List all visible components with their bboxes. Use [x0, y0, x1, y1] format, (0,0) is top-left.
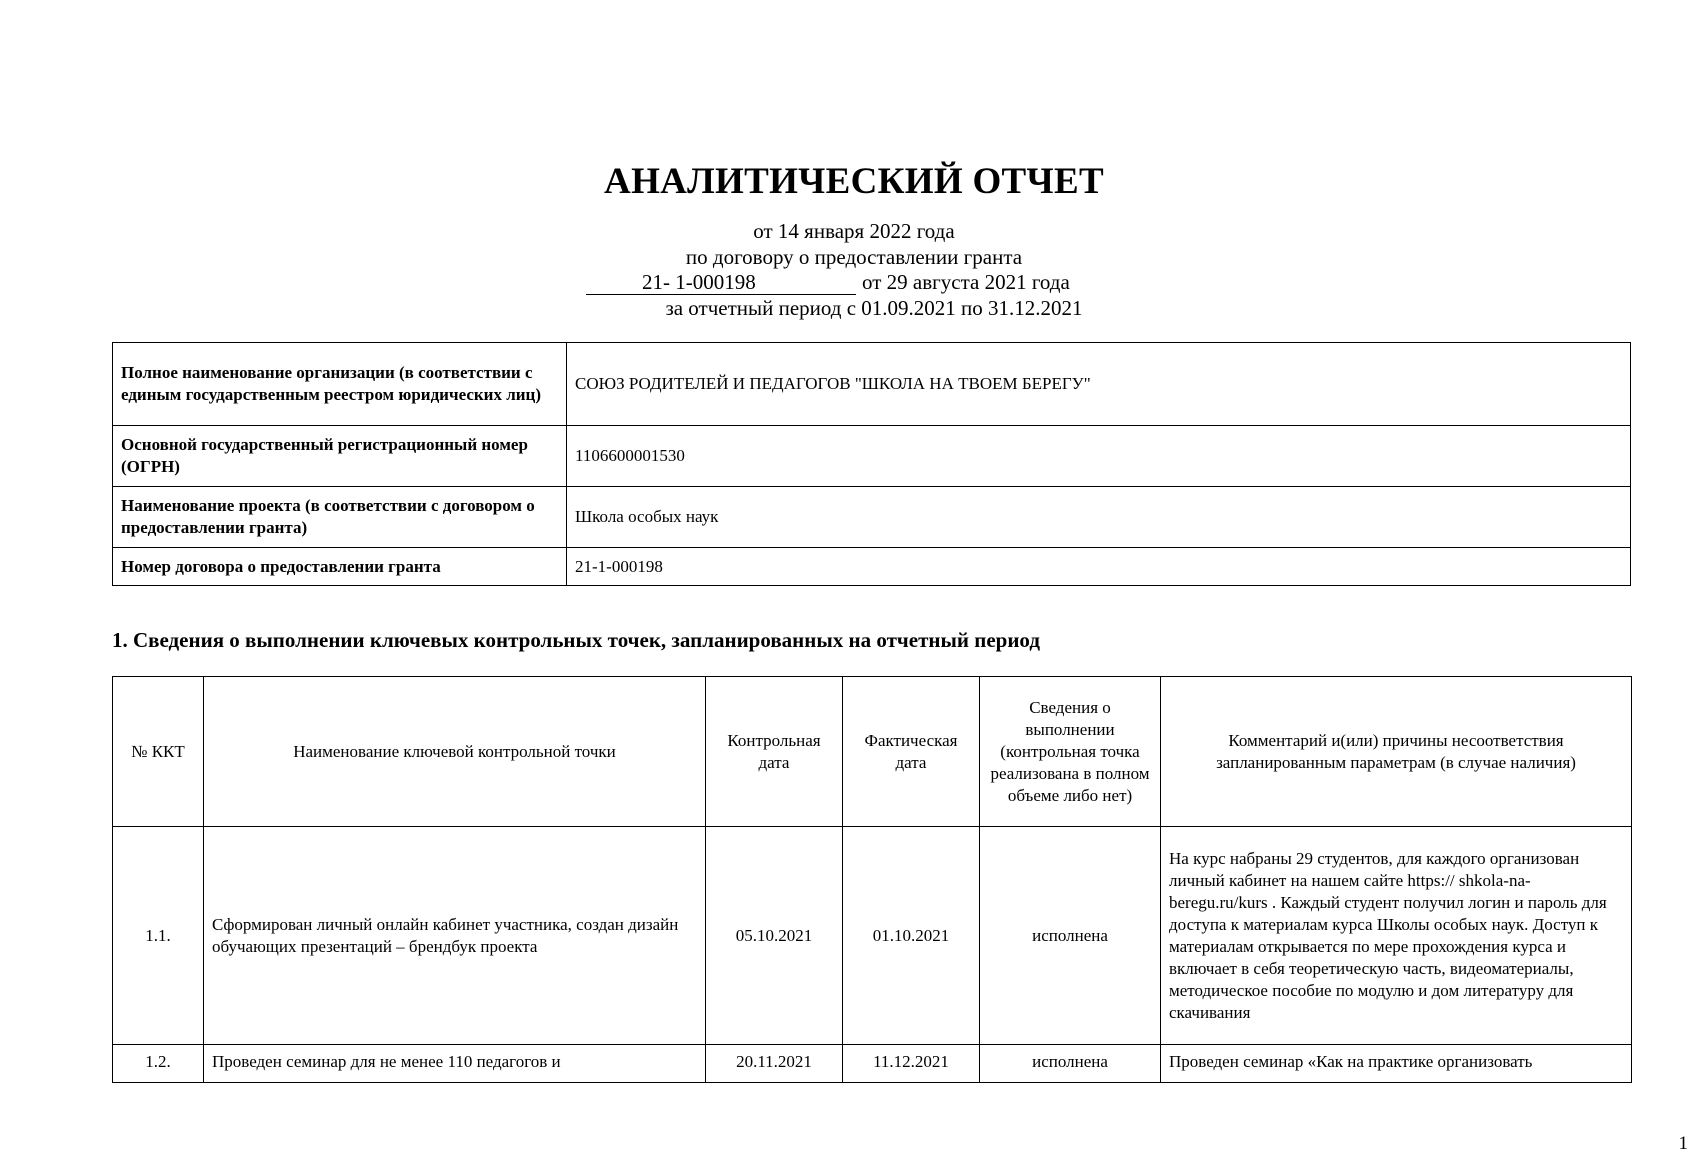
column-header: Контрольная дата: [706, 677, 843, 827]
actual-date: 11.12.2021: [843, 1045, 980, 1083]
contract-date: от 29 августа 2021 года: [862, 270, 1070, 294]
completion-status: исполнена: [980, 1045, 1161, 1083]
column-header: № ККТ: [113, 677, 204, 827]
info-key: Основной государственный регистрационный номер (ОГРН): [113, 426, 567, 487]
info-row: [113, 343, 1631, 426]
period-line: за отчетный период с 01.09.2021 по 31.12.2021: [665, 296, 1083, 320]
checkpoints-table: [112, 676, 1632, 1083]
checkpoint-number: 1.2.: [113, 1045, 204, 1083]
contract-line: [586, 270, 1070, 295]
info-key: Полное наименование организации (в соответствии с единым государственным реестром юридических лиц): [113, 343, 567, 426]
actual-date: 01.10.2021: [843, 827, 980, 1045]
agreement-line: по договору о предоставлении гранта: [685, 245, 1023, 269]
report-title: АНАЛИТИЧЕСКИЙ ОТЧЕТ: [604, 161, 1104, 202]
info-value: СОЮЗ РОДИТЕЛЕЙ И ПЕДАГОГОВ "ШКОЛА НА ТВОЕМ БЕРЕГУ": [567, 343, 1631, 426]
column-header: Сведения о выполнении (контрольная точка реализована в полном объеме либо нет): [980, 677, 1161, 827]
completion-status: исполнена: [980, 827, 1161, 1045]
info-row: [113, 426, 1631, 487]
info-value: 1106600001530: [567, 426, 1631, 487]
report-date: от 14 января 2022 года: [753, 219, 955, 243]
info-key: Номер договора о предоставлении гранта: [113, 548, 567, 586]
checkpoint-number: 1.1.: [113, 827, 204, 1045]
section-heading: 1. Сведения о выполнении ключевых контрольных точек, запланированных на отчетный период: [112, 628, 1040, 652]
info-value: 21-1-000198: [567, 548, 1631, 586]
column-header: Фактическая дата: [843, 677, 980, 827]
contract-number: 21- 1-000198: [586, 270, 856, 295]
control-date: 05.10.2021: [706, 827, 843, 1045]
info-row: [113, 487, 1631, 548]
control-date: 20.11.2021: [706, 1045, 843, 1083]
table-row: [113, 827, 1632, 1045]
organization-info-table: [112, 342, 1631, 586]
info-row: [113, 548, 1631, 586]
page-number: 1: [1678, 1133, 1688, 1154]
column-header: Комментарий и(или) причины несоответствия запланированным параметрам (в случае наличия): [1161, 677, 1632, 827]
column-header: Наименование ключевой контрольной точки: [204, 677, 706, 827]
checkpoint-name: Сформирован личный онлайн кабинет участника, создан дизайн обучающих презентаций – брендбук проекта: [204, 827, 706, 1045]
checkpoint-comment: Проведен семинар «Как на практике организовать: [1161, 1045, 1632, 1083]
table-row: [113, 1045, 1632, 1083]
info-value: Школа особых наук: [567, 487, 1631, 548]
table-header-row: [113, 677, 1632, 827]
info-key: Наименование проекта (в соответствии с договором о предоставлении гранта): [113, 487, 567, 548]
checkpoint-comment: На курс набраны 29 студентов, для каждого организован личный кабинет на нашем сайте https:// shkola-na-beregu.ru/kurs . Каждый студент получил логин и пароль для доступа к материалам курса Школы особых наук. Доступ к материалам открывается по мере прохождения курса и включает в себя теоретическую часть, видеоматериалы, методическое пособие по модулю и дом литературу для скачивания: [1161, 827, 1632, 1045]
checkpoint-name: Проведен семинар для не менее 110 педагогов и: [204, 1045, 706, 1083]
